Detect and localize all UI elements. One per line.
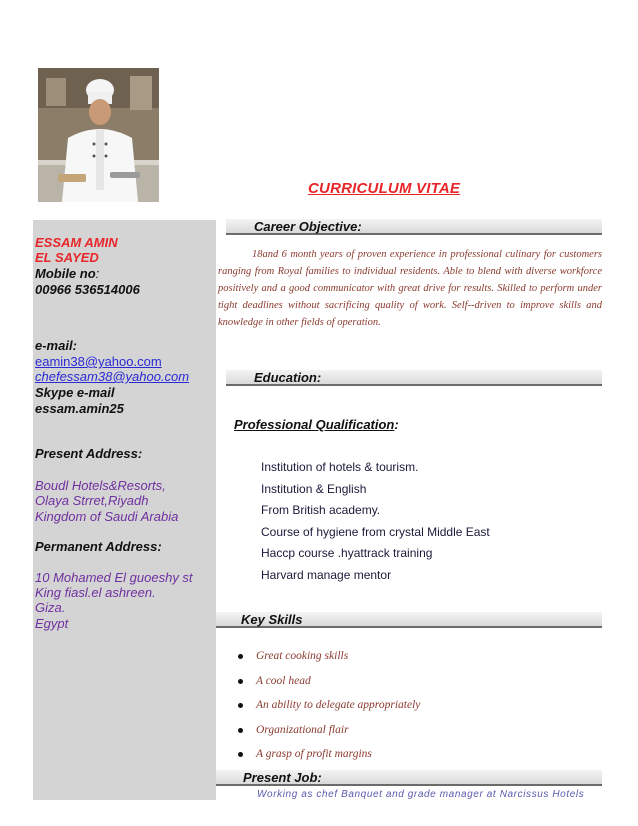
email-link-1[interactable]: eamin38@yahoo.com [35,354,162,369]
career-objective-header [226,219,602,235]
permanent-address-line: Egypt [35,616,69,631]
present-address-line: Boudl Hotels&Resorts, [35,478,166,493]
skill-item: A cool head [238,674,420,699]
present-job-text: Working as chef Banquet and grade manager at Narcissus Hotels [257,789,585,800]
education-heading: Education: [254,370,322,385]
bullet-icon [238,728,243,733]
bullet-icon [238,679,243,684]
education-item: Course of hygiene from crystal Middle East [261,524,490,539]
present-job-header [216,770,602,786]
email-link-2[interactable]: chefessam38@yahoo.com [35,369,190,384]
education-item: Institution of hotels & tourism. [261,460,419,474]
key-skills-header [216,612,602,628]
bullet-icon [238,654,243,659]
education-list [261,460,490,589]
mobile-label: Mobile no: [35,266,100,281]
name-line-2: EL SAYED [35,250,99,265]
education-item: From British academy. [261,503,381,517]
key-skills-heading: Key Skills [241,612,303,627]
skype-label: Skype e-mail [35,385,115,400]
skill-item: A grasp of profit margins [238,747,420,772]
cv-title: CURRICULUM VITAE [308,180,461,197]
career-objective-heading: Career Objective: [254,219,362,234]
career-objective-text: 18and 6 month years of proven experience in professional culinary for customers ranging from Royal families to individual residents. Able to blend with diverse workforce positively and a good communicator with great drive for results. Skilled to perform under tight deadlines without sacrificing quality of work. Self--driven to improve skills and knowledge in other fields of operation. [218,249,602,328]
permanent-address-line: Giza. [35,600,66,615]
skill-item: Great cooking skills [238,649,420,674]
key-skills-list [238,649,420,772]
present-address-line: Kingdom of Saudi Arabia [35,509,179,524]
skype-value: essam.amin25 [35,401,124,416]
permanent-address-line: King fiasl.el ashreen. [35,585,156,600]
education-header [226,370,602,386]
email-label: e-mail: [35,338,77,353]
permanent-address-line: 10 Mohamed El guoeshy st [35,570,193,585]
skill-item: Organizational flair [238,723,420,748]
bullet-icon [238,703,243,708]
profile-photo [38,68,159,202]
mobile-value: 00966 536514006 [35,282,140,297]
education-item: Institution & English [261,481,367,496]
present-address-line: Olaya Strret,Riyadh [35,493,149,508]
skill-item: An ability to delegate appropriately [238,698,420,723]
education-item: Harvard manage mentor [261,567,392,582]
bullet-icon [238,752,243,757]
present-address-label: Present Address: [35,446,143,461]
present-job-heading: Present Job: [243,770,322,785]
name-line-1: ESSAM AMIN [35,235,118,250]
permanent-address-label: Permanent Address: [35,539,162,554]
education-item: Haccp course .hyattrack training [261,546,433,560]
chef-photo-image [38,68,159,202]
professional-qualification-label: Professional Qualification: [234,417,399,432]
